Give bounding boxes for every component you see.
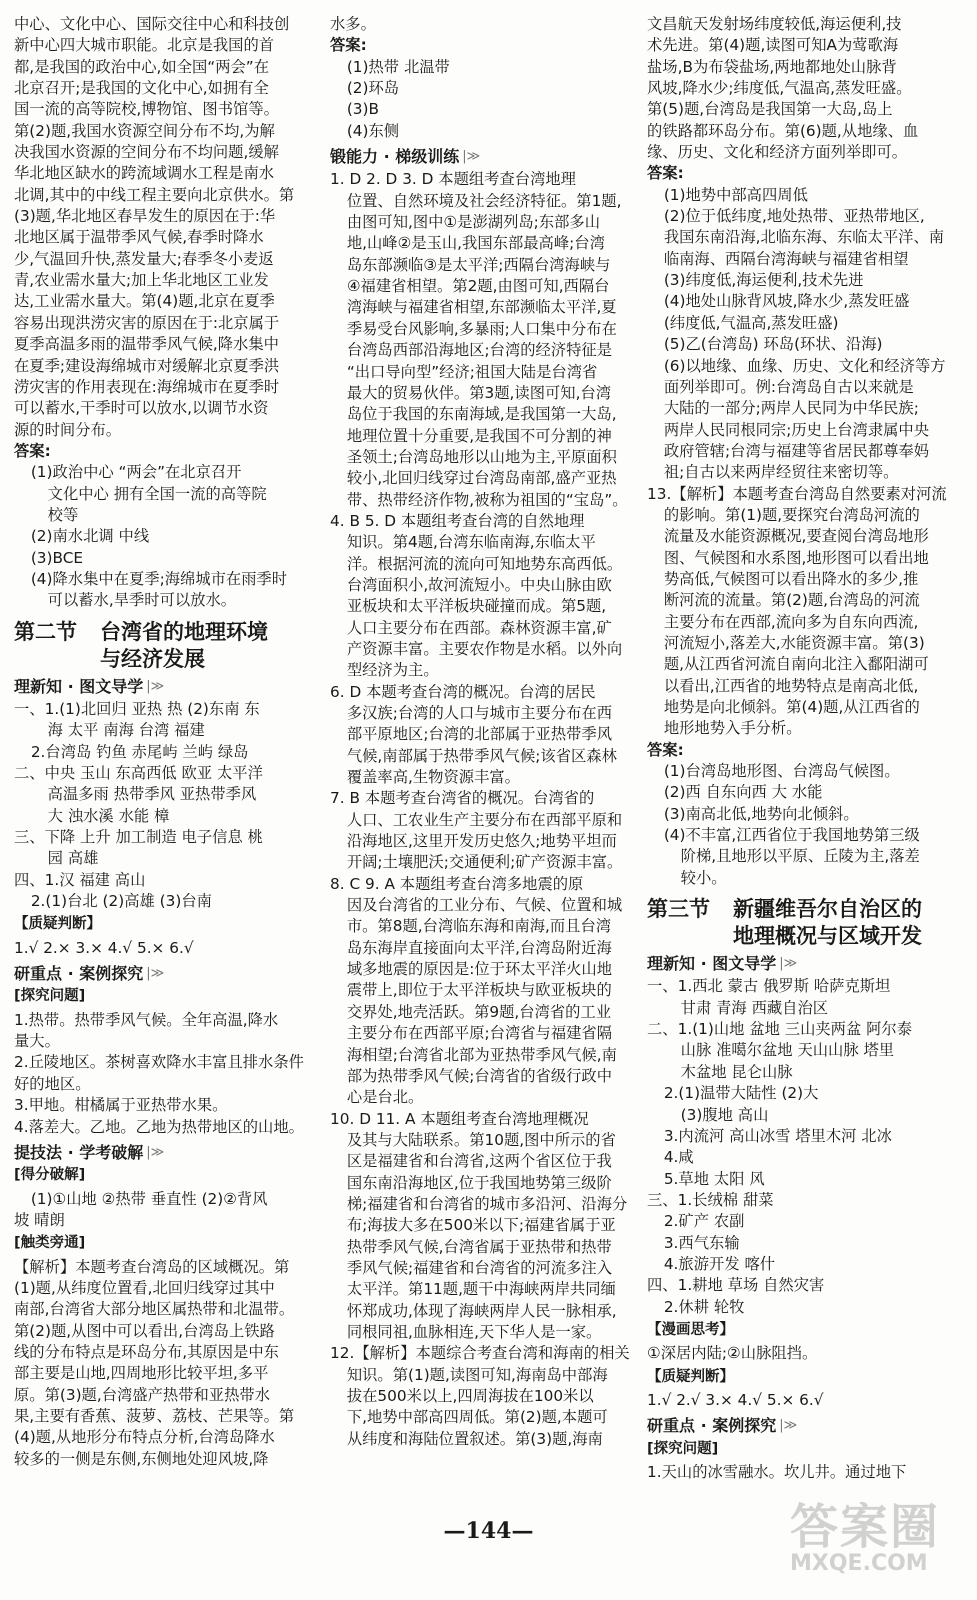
text-line: 多汉族;台湾的人口与城市主要分布在西 xyxy=(346,704,613,722)
text-line: 果,主要有香蕉、菠萝、荔枝、芒果等。第 xyxy=(14,1406,295,1425)
text-line: 北地区属于温带季风气候,春季时降水 xyxy=(14,228,264,247)
text-line: 好的地区。 xyxy=(14,1074,91,1093)
text-block xyxy=(647,14,963,163)
bar-label: 研重点 · 案例探究 xyxy=(14,964,144,984)
text-line: 量大。 xyxy=(14,1032,60,1051)
bar-label: 研重点 · 案例探究 xyxy=(647,1416,777,1436)
analysis-block xyxy=(14,1257,316,1470)
text-line: 三、1.长绒棉 甜菜 xyxy=(647,1190,774,1209)
text-line: 原。第(3)题,台湾盛产热带和亚热带水 xyxy=(14,1385,270,1404)
explore-block xyxy=(14,1010,316,1138)
section-title-line1: 台湾省的地理环境 xyxy=(100,618,268,644)
text-line: 容易出现洪涝灾害的原因在于:北京属于 xyxy=(14,313,280,332)
text-line: 主要分布在西部平原;台湾省与福建省隔 xyxy=(346,1024,613,1043)
text-line: 甘肃 青海 西藏自治区 xyxy=(680,998,829,1017)
text-line: 第(2)题,我国水资源空间分布不均,为解 xyxy=(14,121,275,140)
explore-answer: 1.天山的冰雪融水。坎儿井。通过地下 xyxy=(647,1463,907,1481)
text-line: 【解析】本题考查台湾岛的区域概况。第 xyxy=(14,1257,290,1276)
text-line: 3.内流河 高山冰雪 塔里木河 北冰 xyxy=(663,1126,892,1145)
text-line: 最大的贸易伙伴。第3题,读图可知,台湾 xyxy=(346,383,612,402)
text-line: 可以蓄水,旱季时可以放水。 xyxy=(47,591,237,610)
column-right xyxy=(647,14,963,1483)
text-line: 6. D 本题考查台湾的概况。台湾的居民 xyxy=(330,682,596,701)
text-line: 风坡,降水少;纬度低,气温高,蒸发旺盛。 xyxy=(647,79,912,98)
text-line: 高温多雨 热带季风 亚热带季风 xyxy=(47,785,257,804)
text-line: (6)以地缘、血缘、历史、文化和经济等方 xyxy=(663,356,946,375)
text-line: (1)①山地 ②热带 垂直性 (2)②背风 xyxy=(30,1189,268,1208)
text-line: 洋。根据河流的流向可知地势东高西低。 xyxy=(346,554,623,573)
text-line: 知识。第(1)题,读图可知,海南岛中部海 xyxy=(346,1365,608,1384)
text-line: 以看出,江西省的地势特点是南高北低, xyxy=(663,676,919,695)
section-number: 第三节 xyxy=(647,896,710,922)
answer-heading xyxy=(647,163,963,184)
text-line: 4.咸 xyxy=(663,1148,694,1167)
text-line: 一、1.(1)北回归 亚热 热 (2)东南 东 xyxy=(14,699,260,718)
watermark-url: MXQE.COM xyxy=(790,1551,928,1576)
text-line: 怀郑成功,体现了海峡两岸人民一脉相承, xyxy=(346,1301,617,1320)
section-bar xyxy=(14,1142,316,1163)
judge-answers: 1.√ 2.√ 3.× 4.√ 5.× 6.√ xyxy=(647,1390,824,1409)
text-line: 一、1.西北 蒙古 俄罗斯 哈萨克斯坦 xyxy=(647,977,891,996)
text-line: (4)地处山脉背风坡,降水少,蒸发旺盛 xyxy=(663,292,910,311)
tag-label: [触类旁通] xyxy=(14,1235,86,1252)
guide-block xyxy=(647,976,963,1318)
text-line: 2.丘陵地区。茶树喜欢降水丰富且排水条件 xyxy=(14,1053,304,1072)
answer-heading xyxy=(647,740,963,761)
section-title xyxy=(647,895,963,949)
text-line: (1)题,从纬度位置看,北回归线穿过其中 xyxy=(14,1278,275,1297)
double-arrow-icon: |≫ xyxy=(146,1144,165,1160)
text-line: (3)BCE xyxy=(30,548,84,567)
text-line: 人口、工农业生产主要分布在西部平原和 xyxy=(346,810,623,829)
text-line: (3)南高北低,地势向北倾斜。 xyxy=(663,804,859,823)
text-line: (4)东侧 xyxy=(346,121,400,140)
text-line: 政府管辖;台湾与福建等省居民都尊奉妈 xyxy=(663,441,930,460)
text-line: 较小。 xyxy=(680,868,727,887)
text-line: 部为热带季风气候;台湾省的省级行政中 xyxy=(346,1066,613,1085)
judge-answers: 1.√ 2.× 3.× 4.√ 5.× 6.√ xyxy=(14,938,194,957)
text-line: 三、下降 上升 加工制造 电子信息 桃 xyxy=(14,828,263,847)
watermark-logo xyxy=(790,1488,965,1588)
text-line: 心是台北。 xyxy=(346,1088,424,1107)
section-title xyxy=(14,618,316,672)
explanation-block xyxy=(330,169,633,1450)
text-line: 及其与大陆联系。第10题,图中所示的省 xyxy=(346,1130,616,1149)
text-line: (1)热带 北温带 xyxy=(346,57,450,76)
text-line: 盐场,B为布袋盐场,两地都地处山脉背 xyxy=(647,57,897,76)
text-line: 两岸人民同根同宗;历史上台湾隶属中央 xyxy=(663,420,930,439)
text-line: 4.落差大。乙地。乙地为热带地区的山地。 xyxy=(14,1117,304,1136)
text-line: 坡 晴朗 xyxy=(14,1210,65,1229)
text-line: 2.(1)台北 (2)高雄 (3)台南 xyxy=(30,892,212,911)
text-block xyxy=(330,14,633,35)
text-line: 都,是我国的政治中心,如全国“两会”在 xyxy=(14,57,270,76)
text-line: 带、热带经济作物,被称为祖国的“宝岛”。 xyxy=(346,490,628,509)
text-line: 青,农业需水量大;加上华北地区工业发 xyxy=(14,271,269,290)
text-line: 圣领土;台湾岛地形以山地为主,平原面积 xyxy=(346,447,617,466)
text-line: 12.【解析】本题综合考查台湾和海南的相关 xyxy=(330,1344,630,1363)
text-line: 从纬度和海陆位置叙述。第(3)题,海南 xyxy=(346,1429,603,1448)
text-line: 13.【解析】本题考查台湾岛自然要素对河流 xyxy=(647,484,947,503)
tag-label: 【质疑判断】 xyxy=(647,1368,734,1385)
text-line: 亚板块和太平洋板块碰撞而成。第5题, xyxy=(346,597,607,616)
text-line: (1)台湾岛地形图、台湾岛气候图。 xyxy=(663,762,900,781)
text-line: 国东南沿海地区,位于我国地势第三级阶 xyxy=(346,1173,612,1192)
text-line: 布;海拔大多在500米以下;福建省属于亚 xyxy=(346,1216,616,1235)
text-line: 可以蓄水,干季时可以放水,以调节水资 xyxy=(14,399,269,418)
comic-answer: ①深居内陆;②山脉阻挡。 xyxy=(647,1344,818,1363)
text-line: 人口主要分布在西部。森林资源丰富,矿 xyxy=(346,618,612,637)
text-line: 3.甲地。柑橘属于亚热带水果。 xyxy=(14,1096,228,1115)
column-middle xyxy=(330,14,633,1450)
text-line: 下,地势中部高四周低。第(2)题,本题可 xyxy=(346,1408,608,1427)
tag-label: [探究问题] xyxy=(647,1440,719,1457)
text-line: 市。第8题,台湾临东海和南海,而且台湾 xyxy=(346,917,612,936)
question-13-block xyxy=(647,484,963,740)
text-line: 太平洋。第11题,题干中海峡两岸共同缅 xyxy=(346,1280,616,1299)
text-line: 的铁路都环岛分布。第(6)题,从地缘、血 xyxy=(647,121,919,140)
text-line: 8. C 9. A 本题组考查台湾多地震的原 xyxy=(330,874,584,893)
text-line: 海相望;台湾省北部为亚热带季风气候,南 xyxy=(346,1045,617,1064)
text-line: 由图可知,图中①是澎湖列岛;东部多山 xyxy=(346,213,601,232)
text-line: 季易受台风影响,多暴雨;人口集中分布在 xyxy=(346,319,617,338)
text-line: 3.西气东输 xyxy=(663,1233,740,1252)
text-line: 二、1.(1)山地 盆地 三山夹两盆 阿尔泰 xyxy=(647,1020,913,1039)
text-line: 2.休耕 轮牧 xyxy=(663,1297,745,1316)
text-line: 岛位于我国的东南海域,是我国第一大岛, xyxy=(346,405,617,424)
section-bar xyxy=(14,963,316,984)
text-line: 园 高雄 xyxy=(47,849,99,868)
page-number: —144— xyxy=(443,1518,534,1544)
section-title-line2: 与经济发展 xyxy=(100,645,205,671)
text-line: 少,气温回升快,蒸发量大;春季冬小麦返 xyxy=(14,249,274,268)
text-line: 二、中央 玉山 东高西低 欧亚 太平洋 xyxy=(14,764,263,782)
text-line: 拔在500米以上,四周海拔在100米以 xyxy=(346,1387,594,1405)
text-line: 大陆的一部分;两岸人民同为中华民族; xyxy=(663,399,919,418)
text-line: 决我国水资源的空间分布不均问题,缓解 xyxy=(14,143,279,162)
text-line: 在夏季;建设海绵城市对缓解北京夏季洪 xyxy=(14,356,280,375)
double-arrow-icon: |≫ xyxy=(146,678,165,694)
answer-block xyxy=(647,185,963,484)
watermark-text: 答案圈 xyxy=(790,1499,941,1555)
text-line: 缘、历史、文化和经济方面列举即可。 xyxy=(647,143,908,162)
text-line: 源的时间分布。 xyxy=(14,420,122,439)
text-line: 区是福建省和台湾省,这两个省区位于我 xyxy=(346,1152,612,1171)
text-line: 第(5)题,台湾岛是我国第一大岛,岛上 xyxy=(647,100,893,119)
section-bar xyxy=(647,953,963,974)
text-line: 5.草地 太阳 风 xyxy=(663,1169,765,1188)
text-line: 题,从江西省河流自南向北注入鄱阳湖可 xyxy=(663,655,929,674)
text-line: 四、1.耕地 草场 自然灾害 xyxy=(647,1276,825,1295)
answer-heading xyxy=(14,441,316,462)
text-line: (4)不丰富,江西省位于我国地势第三级 xyxy=(663,826,920,845)
text-line: 台湾面积小,故河流短小。中央山脉由欧 xyxy=(346,575,612,594)
text-line: 海 太平 南海 台湾 福建 xyxy=(47,721,205,740)
text-line: 2.台湾岛 钓鱼 赤尾屿 兰屿 绿岛 xyxy=(30,742,249,761)
tag-label: 【漫画思考】 xyxy=(647,1321,734,1338)
text-line: 地势是向北倾斜。第(4)题,从江西省的 xyxy=(663,698,920,716)
text-line: (4)题,从地形分布特点分析,台湾岛降水 xyxy=(14,1428,275,1447)
text-line: 涝灾害的作用表现在:海绵城市在夏季时 xyxy=(14,377,280,396)
section-number: 第二节 xyxy=(14,618,77,644)
text-line: 部主要是山地,四周地形比较平坦,多平 xyxy=(14,1364,269,1383)
answer-block xyxy=(330,57,633,142)
text-line: 型经济为主。 xyxy=(346,661,439,680)
text-line: (2)南水北调 中线 xyxy=(30,527,150,546)
text-line: 气候,南部属于热带季风气候;该省区森林 xyxy=(346,746,617,765)
bar-label: 理新知 · 图文导学 xyxy=(14,676,144,696)
text-line: 1. D 2. D 3. D 本题组考查台湾地理 xyxy=(330,170,576,189)
text-line: 因及台湾省的工业分布、气候、位置和城 xyxy=(346,896,623,915)
text-line: (纬度低,气温高,蒸发旺盛) xyxy=(663,313,839,332)
text-line: 10. D 11. A 本题组考查台湾地理概况 xyxy=(330,1109,589,1128)
text-line: “出口导向型”经济;祖国大陆是台湾省 xyxy=(346,362,598,381)
text-line: (3)题,华北地区春旱发生的原因在于:华 xyxy=(14,207,276,226)
text-line: (3)腹地 高山 xyxy=(680,1105,769,1124)
text-line: 北京召开;是我国的文化中心,如拥有全 xyxy=(14,79,269,98)
text-line: (1)地势中部高四周低 xyxy=(663,185,808,204)
text-line: 中心、文化中心、国际交往中心和科技创 xyxy=(14,15,290,33)
bar-label: 理新知 · 图文导学 xyxy=(647,954,777,974)
text-line: 7. B 本题考查台湾省的概况。台湾省的 xyxy=(330,789,595,808)
text-line: (5)乙(台湾岛) 环岛(环状、沿海) xyxy=(663,335,883,354)
text-line: 新中心四大城市职能。北京是我国的首 xyxy=(14,36,275,55)
text-line: 祖;自古以来两岸经贸往来密切等。 xyxy=(663,463,899,482)
text-line: 面列举即可。例:台湾岛自古以来就是 xyxy=(663,377,914,396)
text-line: 华北地区缺水的跨流域调水工程是南水 xyxy=(14,164,275,183)
text-line: 震带上,即位于太平洋板块与欧亚板块的 xyxy=(346,981,612,1000)
text-line: 覆盖率高,生物资源丰富。 xyxy=(346,768,520,787)
text-line: 知识。第4题,台湾东临南海,东临太平 xyxy=(346,533,596,552)
answer-label: 答案: xyxy=(14,441,51,460)
text-line: 岛东海岸直接面向太平洋,台湾岛附近海 xyxy=(346,938,612,957)
text-line: 夏季高温多雨的温带季风气候,降水集中 xyxy=(14,335,279,354)
text-line: 木盆地 昆仑山脉 xyxy=(680,1062,793,1081)
text-line: 较小,北回归线穿过台湾岛南部,盛产亚热 xyxy=(346,469,617,488)
text-line: 流量及水能资源概况,要查阅台湾岛地形 xyxy=(663,527,929,546)
bar-label: 提技法 · 学考破解 xyxy=(14,1142,144,1162)
text-line: 水多。 xyxy=(330,15,376,33)
bar-label: 锻能力 · 梯级训练 xyxy=(330,147,460,167)
text-line: 季风气候;福建省和台湾省的河流多注入 xyxy=(346,1258,613,1277)
text-line: 图、气候图和水系图,地形图可以看出地 xyxy=(663,548,929,567)
answer-label: 答案: xyxy=(647,740,684,759)
guide-block xyxy=(14,699,316,912)
text-line: 北调,其中的中线工程主要向北京供水。第 xyxy=(14,185,295,204)
text-line: 交界处,地壳活跃。第9题,台湾省的工业 xyxy=(346,1002,612,1021)
text-line: (3)纬度低,海运便利,技术先进 xyxy=(663,271,864,290)
text-line: 文化中心 拥有全国一流的高等院 xyxy=(47,484,267,503)
column-left xyxy=(14,14,316,1470)
text-line: 2.(1)温带大陆性 (2)大 xyxy=(663,1084,819,1103)
text-line: 地形地势入手分析。 xyxy=(663,719,802,738)
text-line: 势高低,气候图可以看出降水的多少,推 xyxy=(663,569,919,588)
double-arrow-icon: |≫ xyxy=(146,966,165,982)
double-arrow-icon: |≫ xyxy=(779,956,798,972)
tag-label: [得分破解] xyxy=(14,1167,86,1184)
tag-label: 【质疑判断】 xyxy=(14,916,101,933)
text-line: 部平原地区;台湾的北部属于亚热带季风 xyxy=(346,725,613,744)
text-line: (2)环岛 xyxy=(346,79,400,98)
text-line: 热带季风气候,台湾省属于亚热带和热带 xyxy=(346,1237,612,1256)
section-title-line2: 地理概况与区域开发 xyxy=(733,923,922,949)
text-line: 国一流的高等院校,博物馆、图书馆等。 xyxy=(14,100,279,119)
text-line: 达,工业需水量大。第(4)题,北京在夏季 xyxy=(14,292,275,311)
text-line: (3)B xyxy=(346,100,379,119)
text-line: 较多的一侧是东侧,东侧地处迎风坡,降 xyxy=(14,1449,269,1468)
text-line: 临南海、西隔台湾海峡与福建省相望 xyxy=(663,249,909,268)
text-line: 沿海地区,这里开发历史悠久;地势平坦而 xyxy=(346,832,617,851)
section-title-line1: 新疆维吾尔自治区的 xyxy=(733,896,922,922)
text-line: 的影响。第(1)题,要探究台湾岛河流的 xyxy=(663,505,920,524)
double-arrow-icon: |≫ xyxy=(462,149,481,165)
text-line: 南部,台湾省大部分地区属热带和北温带。 xyxy=(14,1300,295,1319)
text-line: 4. B 5. D 本题组考查台湾的自然地理 xyxy=(330,511,585,530)
text-line: 断河流的流量。第(2)题,台湾岛的河流 xyxy=(663,591,920,610)
text-line: 地理位置十分重要,是我国不可分割的神 xyxy=(346,426,612,445)
answer-heading xyxy=(330,35,633,56)
text-line: 梯;福建省和台湾省的城市多沿河、沿海分 xyxy=(346,1194,628,1213)
answer-block xyxy=(14,462,316,611)
answer-label: 答案: xyxy=(330,36,367,55)
text-line: 阶梯,且地形以平原、丘陵为主,落差 xyxy=(680,847,920,866)
answer-block xyxy=(647,761,963,889)
section-bar xyxy=(647,1415,963,1436)
text-line: 地,山峰②是玉山,我国东部最高峰;台湾 xyxy=(346,234,605,253)
text-line: 岛东部濒临③是太平洋;西隔台湾海峡与 xyxy=(346,255,611,274)
text-line: 开阔;土壤肥沃;交通便利;矿产资源丰富。 xyxy=(346,853,623,872)
text-line: 校等 xyxy=(47,505,79,524)
answer-label: 答案: xyxy=(647,164,684,183)
section-bar xyxy=(330,146,633,167)
score-block xyxy=(14,1189,316,1232)
text-line: 我国东南沿海,北临东海、东临太平洋、南 xyxy=(663,228,945,247)
tag-label: [探究问题] xyxy=(14,988,86,1005)
text-line: ④福建省相望。第2题,由图可知,西隔台 xyxy=(346,277,610,296)
text-line: 湾海峡与福建省相望,东部濒临太平洋,夏 xyxy=(346,298,617,317)
text-line: 文昌航天发射场纬度较低,海运便利,技 xyxy=(647,15,902,33)
text-line: (2)位于低纬度,地处热带、亚热带地区, xyxy=(663,207,925,226)
text-line: 山脉 准噶尔盆地 天山山脉 塔里 xyxy=(680,1041,895,1060)
text-line: 域多地震的原因是:位于环太平洋火山地 xyxy=(346,960,613,979)
text-line: 主要分布在西部,流向多为自东向西流, xyxy=(663,612,919,631)
section-bar xyxy=(14,676,316,697)
text-line: 2.矿产 农副 xyxy=(663,1212,745,1231)
text-line: 1.热带。热带季风气候。全年高温,降水 xyxy=(14,1010,279,1029)
text-line: 线的分布特点是环岛分布,其原因是中东 xyxy=(14,1342,279,1361)
text-line: 台湾岛西部沿海地区;台湾的经济特征是 xyxy=(346,341,613,360)
text-block xyxy=(14,14,316,441)
text-line: 位置、自然环境及社会经济特征。第1题, xyxy=(346,191,622,210)
text-line: 同根同祖,血脉相连,天下华人是一家。 xyxy=(346,1322,602,1341)
text-line: 四、1.汉 福建 高山 xyxy=(14,870,146,889)
text-line: (2)西 自东向西 大 水能 xyxy=(663,783,823,802)
text-line: 4.旅游开发 喀什 xyxy=(663,1254,776,1273)
text-line: 第(2)题,从图中可以看出,台湾岛上铁路 xyxy=(14,1321,275,1340)
text-line: 大 浊水溪 水能 樟 xyxy=(47,806,170,825)
text-line: (4)降水集中在夏季;海绵城市在雨季时 xyxy=(30,569,288,588)
text-line: 河流短小,落差大,水能资源丰富。第(3) xyxy=(663,633,925,652)
text-line: 产资源丰富。主要农作物是水稻。以外向 xyxy=(346,639,623,658)
text-line: (1)政治中心 “两会”在北京召开 xyxy=(30,463,242,482)
text-line: 术先进。第(4)题,读图可知A为莺歌海 xyxy=(647,36,899,55)
double-arrow-icon: |≫ xyxy=(779,1418,798,1434)
